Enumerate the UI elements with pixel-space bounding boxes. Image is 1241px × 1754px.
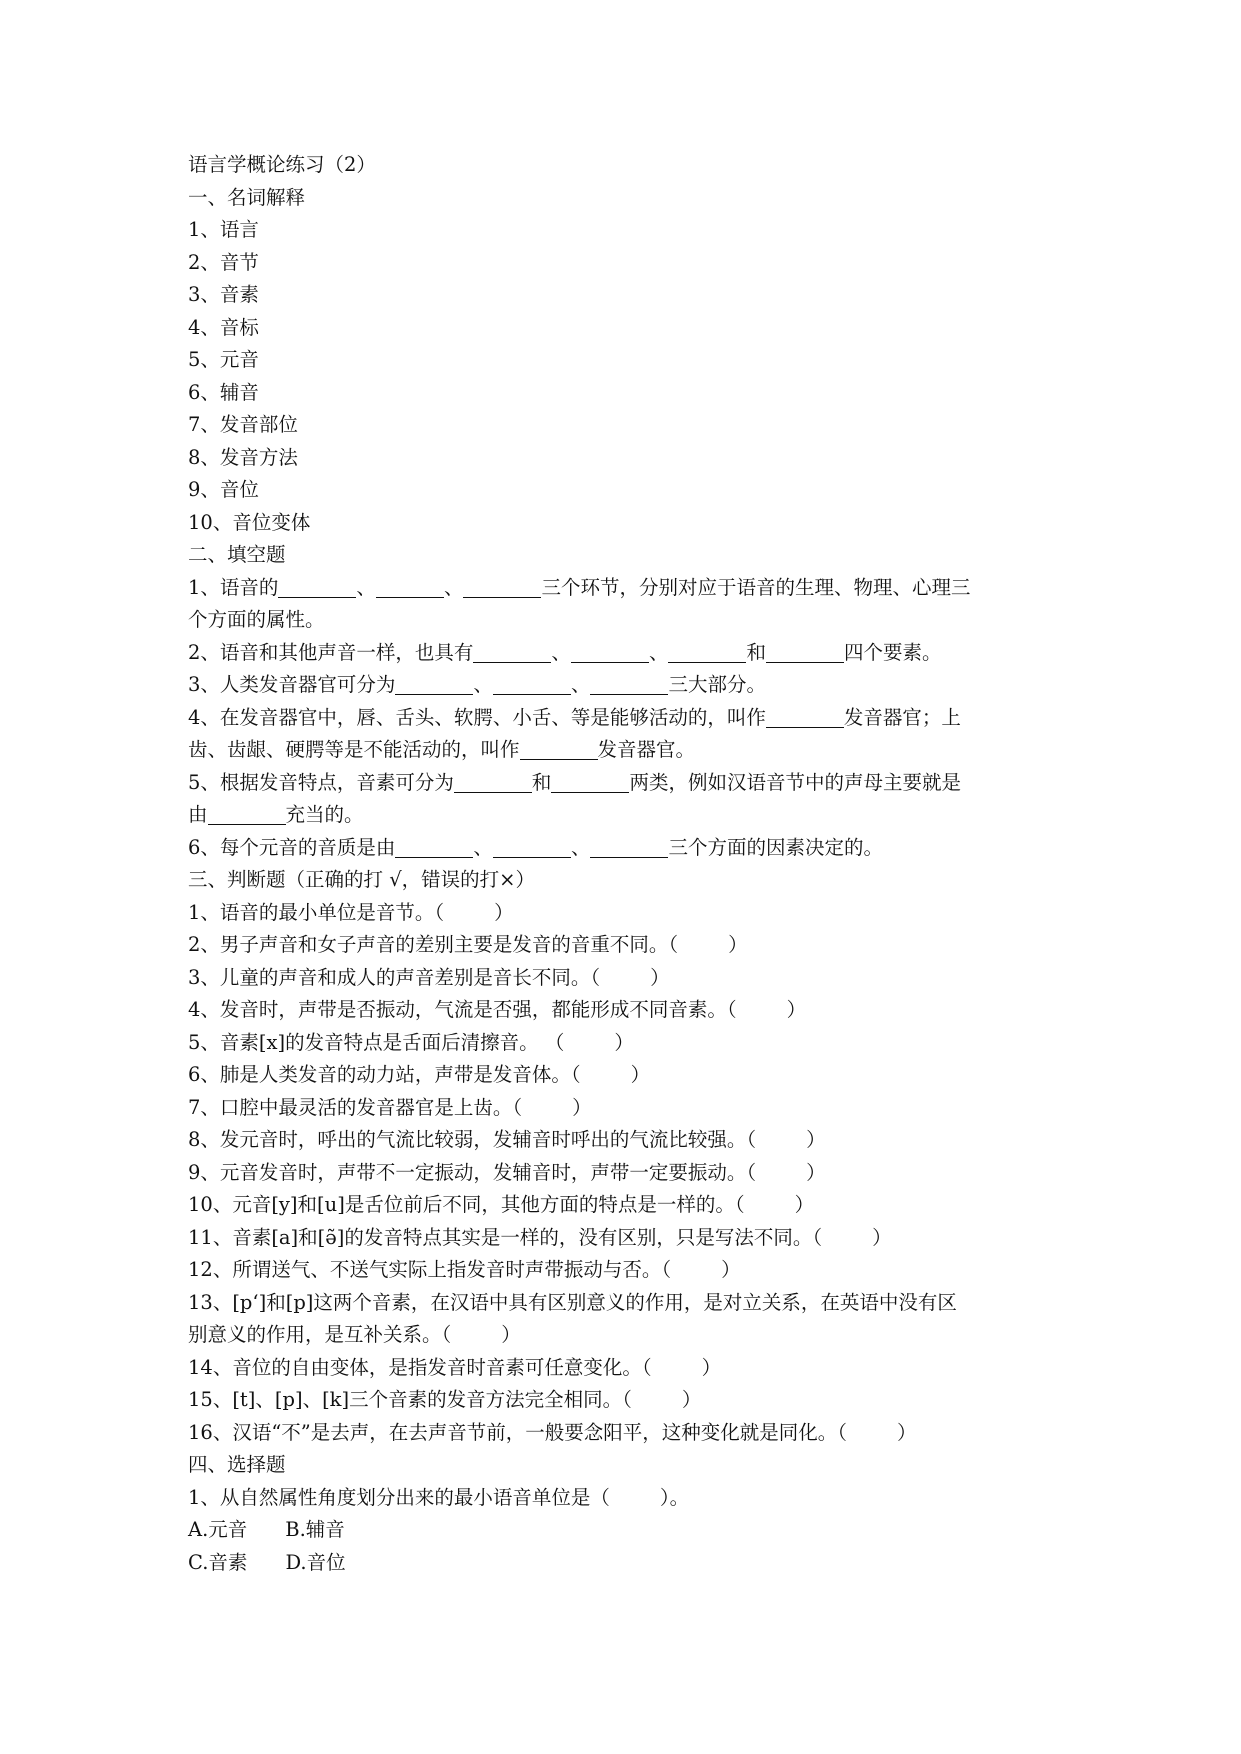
judge-item: 10、元音[y]和[u]是舌位前后不同，其他方面的特点是一样的。（ ）	[188, 1193, 815, 1216]
answer-blank[interactable]	[473, 642, 551, 663]
answer-blank[interactable]	[395, 674, 473, 695]
term-item: 7、发音部位	[188, 413, 298, 436]
judge-item: 8、发元音时，呼出的气流比较弱，发辅音时呼出的气流比较强。（ ）	[188, 1128, 826, 1151]
answer-blank[interactable]	[463, 577, 541, 598]
fill-question-5-cont: 由 充当的。	[188, 803, 364, 826]
section-3-heading: 三、判断题（正确的打 √，错误的打×）	[188, 868, 535, 891]
judge-item: 12、所谓送气、不送气实际上指发音时声带振动与否。（ ）	[188, 1258, 741, 1281]
judge-item-13: 13、[p‘]和[p]这两个音素，在汉语中具有区别意义的作用，是对立关系，在英语中没有区	[188, 1290, 957, 1314]
answer-blank[interactable]	[493, 674, 571, 695]
fill-question-4-cont: 齿、齿龈、硬腭等是不能活动的，叫作 发音器官。	[188, 738, 696, 761]
judge-item: 15、[t]、[p]、[k]三个音素的发音方法完全相同。（ ）	[188, 1388, 702, 1411]
fill-question-3: 3、人类发音器官可分为 、 、 三大部分。	[188, 673, 766, 696]
answer-blank[interactable]	[278, 577, 356, 598]
judge-item: 4、发音时，声带是否振动，气流是否强，都能形成不同音素。（ ）	[188, 998, 807, 1021]
judge-item: 1、语音的最小单位是音节。（ ）	[188, 900, 514, 924]
term-item: 1、语言	[188, 218, 259, 241]
choice-question-1: 1、从自然属性角度划分出来的最小语音单位是（ ）。	[188, 1485, 690, 1509]
answer-blank[interactable]	[766, 642, 844, 663]
answer-blank[interactable]	[590, 674, 668, 695]
judge-item: 2、男子声音和女子声音的差别主要是发音的音重不同。（ ）	[188, 933, 748, 956]
option-d[interactable]: D.音位	[285, 1550, 346, 1574]
judge-item: 9、元音发音时，声带不一定振动，发辅音时，声带一定要振动。（ ）	[188, 1160, 826, 1184]
fill-question-1-cont: 个方面的属性。	[188, 608, 325, 631]
term-item: 10、音位变体	[188, 510, 311, 534]
answer-blank[interactable]	[395, 837, 473, 858]
term-item: 6、辅音	[188, 380, 259, 404]
fill-question-6: 6、每个元音的音质是由 、 、 三个方面的因素决定的。	[188, 835, 883, 859]
choice-options-row-1	[188, 1514, 1068, 1547]
answer-blank[interactable]	[454, 772, 532, 793]
judge-item: 14、音位的自由变体，是指发音时音素可任意变化。（ ）	[188, 1355, 722, 1379]
term-item: 5、元音	[188, 348, 259, 371]
answer-blank[interactable]	[551, 772, 629, 793]
option-b[interactable]: B.辅音	[285, 1518, 345, 1541]
term-item: 4、音标	[188, 315, 259, 339]
fill-question-5: 5、根据发音特点，音素可分为 和 两类，例如汉语音节中的声母主要就是	[188, 770, 961, 794]
answer-blank[interactable]	[766, 707, 844, 728]
fill-question-4: 4、在发音器官中，唇、舌头、软腭、小舌、等是能够活动的，叫作 发音器官；上	[188, 705, 961, 729]
judge-item: 5、音素[x]的发音特点是舌面后清擦音。 （ ）	[188, 1030, 634, 1054]
judge-item: 11、音素[a]和[ə̃]的发音特点其实是一样的，没有区别，只是写法不同。（ ）	[188, 1225, 892, 1249]
answer-blank[interactable]	[376, 577, 444, 598]
page-title: 语言学概论练习（2）	[188, 153, 376, 176]
option-a[interactable]: A.元音	[188, 1518, 248, 1541]
term-item: 3、音素	[188, 283, 259, 306]
answer-blank[interactable]	[668, 642, 746, 663]
answer-blank[interactable]	[520, 739, 598, 760]
judge-item-13-cont: 别意义的作用，是互补关系。（ ）	[188, 1323, 521, 1346]
choice-options-row-2	[188, 1547, 1068, 1580]
exercise-page	[188, 149, 1068, 1579]
judge-item: 16、汉语“不”是去声，在去声音节前，一般要念阳平，这种变化就是同化。（ ）	[188, 1420, 917, 1444]
term-item: 9、音位	[188, 478, 259, 501]
answer-blank[interactable]	[208, 804, 286, 825]
answer-blank[interactable]	[590, 837, 668, 858]
option-c[interactable]: C.音素	[188, 1550, 248, 1574]
answer-blank[interactable]	[493, 837, 571, 858]
judge-item: 6、肺是人类发音的动力站，声带是发音体。（ ）	[188, 1063, 651, 1086]
judge-item: 3、儿童的声音和成人的声音差别是音长不同。（ ）	[188, 965, 670, 989]
judge-item: 7、口腔中最灵活的发音器官是上齿。（ ）	[188, 1095, 592, 1119]
term-item: 2、音节	[188, 250, 259, 274]
section-1-heading: 一、名词解释	[188, 185, 306, 209]
term-item: 8、发音方法	[188, 445, 298, 469]
fill-question-2: 2、语音和其他声音一样，也具有 、 、 和 四个要素。	[188, 640, 942, 664]
section-4-heading: 四、选择题	[188, 1453, 286, 1476]
fill-question-1: 1、语音的 、 、 三个环节，分别对应于语音的生理、物理、心理三	[188, 575, 971, 599]
section-2-heading: 二、填空题	[188, 543, 286, 566]
answer-blank[interactable]	[571, 642, 649, 663]
